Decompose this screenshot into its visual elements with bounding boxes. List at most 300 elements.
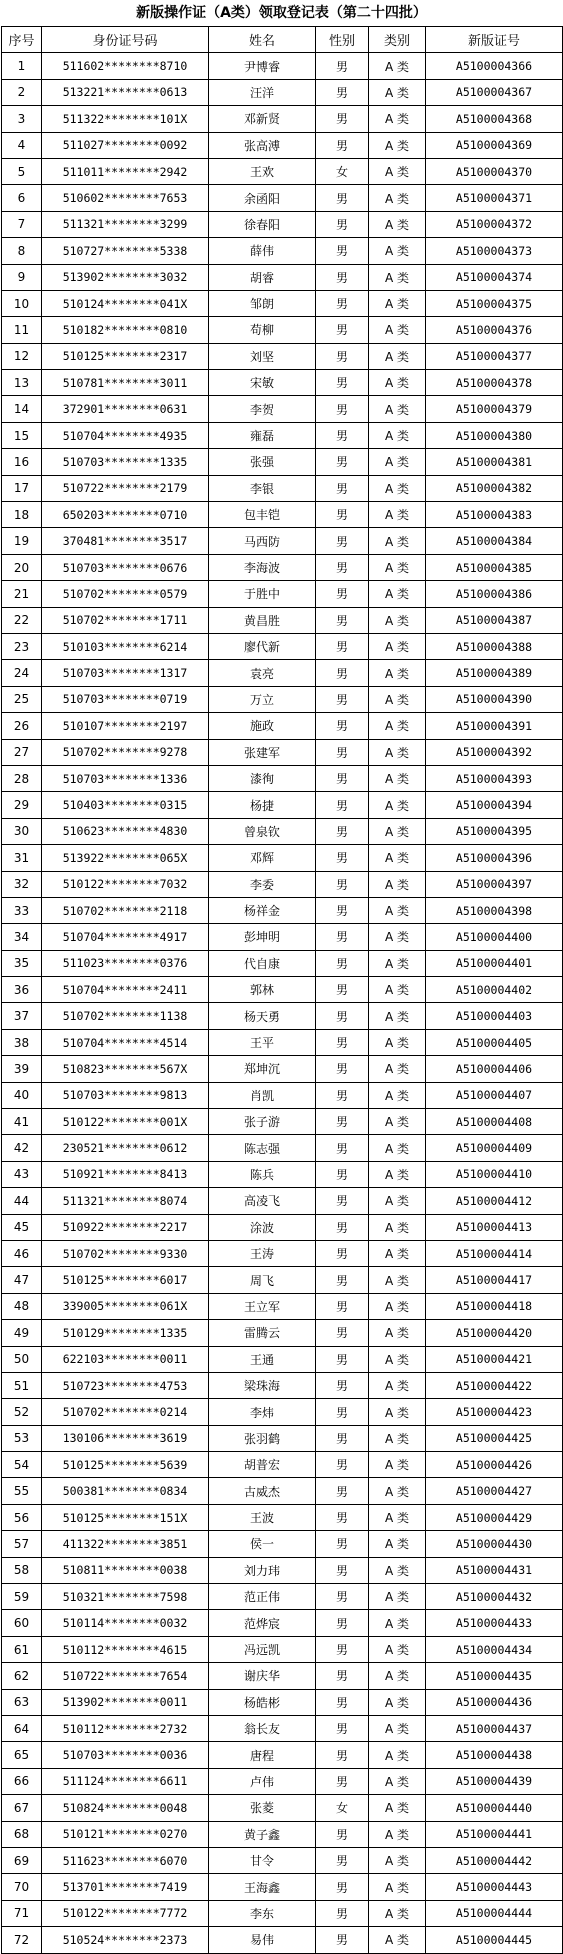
cell-gender: 男: [316, 818, 369, 844]
cell-category: A 类: [369, 1742, 426, 1768]
cell-gender: 男: [316, 1742, 369, 1768]
cell-id-number: 510781********3011: [42, 370, 209, 396]
cell-name: 李东: [209, 1900, 316, 1926]
cell-id-number: 510811********0038: [42, 1557, 209, 1583]
cell-name: 胡普宏: [209, 1452, 316, 1478]
cell-serial-no: 4: [2, 132, 42, 158]
cell-name: 代自康: [209, 950, 316, 976]
cell-name: 卢伟: [209, 1768, 316, 1794]
cell-serial-no: 56: [2, 1504, 42, 1530]
cell-serial-no: 70: [2, 1874, 42, 1900]
cell-serial-no: 60: [2, 1610, 42, 1636]
cell-gender: 男: [316, 1504, 369, 1530]
table-row: [2, 924, 563, 950]
cell-gender: 男: [316, 1821, 369, 1847]
cell-category: A 类: [369, 317, 426, 343]
cell-category: A 类: [369, 502, 426, 528]
cell-certificate-no: A5100004385: [426, 554, 563, 580]
table-row: [2, 765, 563, 791]
cell-id-number: 411322********3851: [42, 1531, 209, 1557]
cell-name: 李委: [209, 871, 316, 897]
cell-serial-no: 31: [2, 845, 42, 871]
cell-category: A 类: [369, 79, 426, 105]
cell-certificate-no: A5100004383: [426, 502, 563, 528]
cell-serial-no: 37: [2, 1003, 42, 1029]
cell-serial-no: 22: [2, 607, 42, 633]
cell-id-number: 510125********151X: [42, 1504, 209, 1530]
cell-serial-no: 34: [2, 924, 42, 950]
cell-serial-no: 23: [2, 633, 42, 659]
cell-certificate-no: A5100004422: [426, 1372, 563, 1398]
cell-certificate-no: A5100004379: [426, 396, 563, 422]
cell-certificate-no: A5100004371: [426, 185, 563, 211]
cell-certificate-no: A5100004381: [426, 449, 563, 475]
cell-serial-no: 61: [2, 1636, 42, 1662]
cell-gender: 男: [316, 1188, 369, 1214]
table-row: [2, 185, 563, 211]
cell-id-number: 513701********7419: [42, 1874, 209, 1900]
cell-certificate-no: A5100004418: [426, 1293, 563, 1319]
cell-certificate-no: A5100004438: [426, 1742, 563, 1768]
cell-name: 邓新贤: [209, 106, 316, 132]
cell-gender: 男: [316, 1557, 369, 1583]
cell-certificate-no: A5100004375: [426, 290, 563, 316]
cell-name: 涂波: [209, 1214, 316, 1240]
cell-serial-no: 54: [2, 1452, 42, 1478]
cell-id-number: 510125********6017: [42, 1267, 209, 1293]
cell-serial-no: 64: [2, 1716, 42, 1742]
cell-category: A 类: [369, 950, 426, 976]
cell-serial-no: 13: [2, 370, 42, 396]
cell-certificate-no: A5100004377: [426, 343, 563, 369]
cell-id-number: 510703********0036: [42, 1742, 209, 1768]
cell-serial-no: 46: [2, 1240, 42, 1266]
cell-serial-no: 29: [2, 792, 42, 818]
cell-gender: 男: [316, 554, 369, 580]
table-row: [2, 106, 563, 132]
cell-certificate-no: A5100004374: [426, 264, 563, 290]
table-row: [2, 528, 563, 554]
cell-name: 杨天勇: [209, 1003, 316, 1029]
cell-id-number: 510403********0315: [42, 792, 209, 818]
table-row: [2, 422, 563, 448]
cell-serial-no: 1: [2, 53, 42, 79]
cell-certificate-no: A5100004429: [426, 1504, 563, 1530]
cell-serial-no: 50: [2, 1346, 42, 1372]
cell-category: A 类: [369, 633, 426, 659]
cell-serial-no: 66: [2, 1768, 42, 1794]
table-row: [2, 1742, 563, 1768]
cell-certificate-no: A5100004437: [426, 1716, 563, 1742]
header-row: [2, 27, 563, 53]
cell-category: A 类: [369, 475, 426, 501]
cell-certificate-no: A5100004367: [426, 79, 563, 105]
cell-id-number: 510702********0214: [42, 1399, 209, 1425]
table-row: [2, 1003, 563, 1029]
cell-certificate-no: A5100004395: [426, 818, 563, 844]
cell-id-number: 230521********0612: [42, 1135, 209, 1161]
table-row: [2, 1056, 563, 1082]
cell-gender: 男: [316, 290, 369, 316]
cell-serial-no: 48: [2, 1293, 42, 1319]
cell-id-number: 510112********4615: [42, 1636, 209, 1662]
cell-name: 郑坤沉: [209, 1056, 316, 1082]
cell-serial-no: 21: [2, 581, 42, 607]
table-row: [2, 1109, 563, 1135]
table-row: [2, 264, 563, 290]
cell-id-number: 510824********0048: [42, 1795, 209, 1821]
table-row: [2, 317, 563, 343]
cell-serial-no: 5: [2, 158, 42, 184]
cell-serial-no: 32: [2, 871, 42, 897]
cell-id-number: 510703********1317: [42, 660, 209, 686]
table-row: [2, 132, 563, 158]
cell-serial-no: 19: [2, 528, 42, 554]
cell-name: 谢庆华: [209, 1663, 316, 1689]
cell-certificate-no: A5100004388: [426, 633, 563, 659]
cell-id-number: 513902********3032: [42, 264, 209, 290]
cell-category: A 类: [369, 1610, 426, 1636]
table-row: [2, 581, 563, 607]
cell-name: 张菱: [209, 1795, 316, 1821]
cell-category: A 类: [369, 1874, 426, 1900]
table-row: [2, 1768, 563, 1794]
table-row: [2, 686, 563, 712]
cell-name: 邹朗: [209, 290, 316, 316]
cell-category: A 类: [369, 264, 426, 290]
cell-id-number: 510122********7032: [42, 871, 209, 897]
cell-gender: 男: [316, 1663, 369, 1689]
cell-category: A 类: [369, 422, 426, 448]
cell-name: 侯一: [209, 1531, 316, 1557]
cell-name: 王涛: [209, 1240, 316, 1266]
cell-gender: 男: [316, 1003, 369, 1029]
cell-id-number: 510122********001X: [42, 1109, 209, 1135]
table-row: [2, 1504, 563, 1530]
table-row: [2, 1821, 563, 1847]
cell-name: 雍磊: [209, 422, 316, 448]
cell-certificate-no: A5100004396: [426, 845, 563, 871]
cell-serial-no: 53: [2, 1425, 42, 1451]
cell-category: A 类: [369, 158, 426, 184]
header-gender: 性别: [316, 27, 369, 53]
table-row: [2, 792, 563, 818]
cell-gender: 男: [316, 1847, 369, 1873]
cell-category: A 类: [369, 765, 426, 791]
cell-category: A 类: [369, 1821, 426, 1847]
cell-name: 宋敏: [209, 370, 316, 396]
cell-category: A 类: [369, 871, 426, 897]
cell-serial-no: 59: [2, 1584, 42, 1610]
cell-category: A 类: [369, 396, 426, 422]
cell-id-number: 510112********2732: [42, 1716, 209, 1742]
table-row: [2, 475, 563, 501]
cell-id-number: 510723********4753: [42, 1372, 209, 1398]
cell-id-number: 511023********0376: [42, 950, 209, 976]
cell-category: A 类: [369, 1214, 426, 1240]
cell-id-number: 510722********7654: [42, 1663, 209, 1689]
cell-name: 刘力玮: [209, 1557, 316, 1583]
cell-id-number: 513902********0011: [42, 1689, 209, 1715]
table-row: [2, 1795, 563, 1821]
cell-category: A 类: [369, 106, 426, 132]
cell-category: A 类: [369, 607, 426, 633]
cell-id-number: 510704********4935: [42, 422, 209, 448]
cell-name: 古威杰: [209, 1478, 316, 1504]
cell-id-number: 511011********2942: [42, 158, 209, 184]
cell-certificate-no: A5100004366: [426, 53, 563, 79]
cell-gender: 男: [316, 106, 369, 132]
cell-category: A 类: [369, 686, 426, 712]
cell-serial-no: 33: [2, 897, 42, 923]
cell-gender: 男: [316, 370, 369, 396]
cell-category: A 类: [369, 739, 426, 765]
cell-serial-no: 2: [2, 79, 42, 105]
cell-category: A 类: [369, 1267, 426, 1293]
cell-serial-no: 3: [2, 106, 42, 132]
table-row: [2, 1214, 563, 1240]
cell-gender: 男: [316, 1161, 369, 1187]
table-row: [2, 554, 563, 580]
cell-gender: 男: [316, 1029, 369, 1055]
cell-name: 马西防: [209, 528, 316, 554]
cell-id-number: 513221********0613: [42, 79, 209, 105]
cell-serial-no: 15: [2, 422, 42, 448]
cell-category: A 类: [369, 211, 426, 237]
cell-id-number: 510129********1335: [42, 1320, 209, 1346]
cell-category: A 类: [369, 132, 426, 158]
cell-name: 王海鑫: [209, 1874, 316, 1900]
cell-category: A 类: [369, 1716, 426, 1742]
cell-name: 王欢: [209, 158, 316, 184]
cell-serial-no: 68: [2, 1821, 42, 1847]
cell-gender: 男: [316, 1346, 369, 1372]
cell-name: 李贺: [209, 396, 316, 422]
cell-id-number: 510524********2373: [42, 1927, 209, 1953]
cell-gender: 男: [316, 871, 369, 897]
cell-certificate-no: A5100004403: [426, 1003, 563, 1029]
cell-serial-no: 18: [2, 502, 42, 528]
cell-id-number: 510702********1711: [42, 607, 209, 633]
cell-name: 邓辉: [209, 845, 316, 871]
cell-name: 王平: [209, 1029, 316, 1055]
table-row: [2, 290, 563, 316]
cell-name: 易伟: [209, 1927, 316, 1953]
table-row: [2, 1927, 563, 1953]
cell-id-number: 500381********0834: [42, 1478, 209, 1504]
cell-certificate-no: A5100004431: [426, 1557, 563, 1583]
table-row: [2, 1346, 563, 1372]
cell-id-number: 510103********6214: [42, 633, 209, 659]
table-row: [2, 713, 563, 739]
cell-category: A 类: [369, 1135, 426, 1161]
cell-name: 苟柳: [209, 317, 316, 343]
cell-id-number: 510182********0810: [42, 317, 209, 343]
cell-category: A 类: [369, 290, 426, 316]
cell-gender: 男: [316, 475, 369, 501]
cell-id-number: 511602********8710: [42, 53, 209, 79]
table-row: [2, 1372, 563, 1398]
cell-name: 袁亮: [209, 660, 316, 686]
cell-certificate-no: A5100004380: [426, 422, 563, 448]
cell-category: A 类: [369, 528, 426, 554]
cell-serial-no: 67: [2, 1795, 42, 1821]
cell-certificate-no: A5100004409: [426, 1135, 563, 1161]
cell-gender: 男: [316, 1452, 369, 1478]
cell-serial-no: 27: [2, 739, 42, 765]
cell-gender: 男: [316, 502, 369, 528]
cell-serial-no: 51: [2, 1372, 42, 1398]
cell-serial-no: 39: [2, 1056, 42, 1082]
cell-category: A 类: [369, 1584, 426, 1610]
cell-certificate-no: A5100004443: [426, 1874, 563, 1900]
table-row: [2, 1874, 563, 1900]
table-row: [2, 1320, 563, 1346]
cell-name: 李海波: [209, 554, 316, 580]
table-row: [2, 1847, 563, 1873]
cell-id-number: 510124********041X: [42, 290, 209, 316]
cell-name: 唐程: [209, 1742, 316, 1768]
cell-serial-no: 14: [2, 396, 42, 422]
cell-category: A 类: [369, 1663, 426, 1689]
cell-id-number: 510921********8413: [42, 1161, 209, 1187]
cell-name: 黄子鑫: [209, 1821, 316, 1847]
cell-id-number: 510703********1336: [42, 765, 209, 791]
cell-name: 李银: [209, 475, 316, 501]
cell-name: 甘令: [209, 1847, 316, 1873]
cell-certificate-no: A5100004392: [426, 739, 563, 765]
cell-name: 周飞: [209, 1267, 316, 1293]
cell-serial-no: 42: [2, 1135, 42, 1161]
cell-certificate-no: A5100004427: [426, 1478, 563, 1504]
table-row: [2, 1531, 563, 1557]
table-row: [2, 1399, 563, 1425]
cell-category: A 类: [369, 1109, 426, 1135]
cell-name: 汪洋: [209, 79, 316, 105]
cell-category: A 类: [369, 581, 426, 607]
table-row: [2, 1689, 563, 1715]
cell-category: A 类: [369, 660, 426, 686]
cell-certificate-no: A5100004390: [426, 686, 563, 712]
header-category: 类别: [369, 27, 426, 53]
cell-name: 李炜: [209, 1399, 316, 1425]
cell-gender: 男: [316, 79, 369, 105]
cell-serial-no: 35: [2, 950, 42, 976]
cell-category: A 类: [369, 1240, 426, 1266]
cell-name: 杨皓彬: [209, 1689, 316, 1715]
cell-gender: 男: [316, 1135, 369, 1161]
cell-name: 张子游: [209, 1109, 316, 1135]
header-serial-no: 序号: [2, 27, 42, 53]
cell-category: A 类: [369, 1636, 426, 1662]
cell-category: A 类: [369, 449, 426, 475]
cell-serial-no: 72: [2, 1927, 42, 1953]
table-row: [2, 739, 563, 765]
table-row: [2, 1425, 563, 1451]
cell-serial-no: 30: [2, 818, 42, 844]
cell-id-number: 510702********2118: [42, 897, 209, 923]
header-name: 姓名: [209, 27, 316, 53]
cell-name: 余函阳: [209, 185, 316, 211]
cell-certificate-no: A5100004382: [426, 475, 563, 501]
cell-certificate-no: A5100004376: [426, 317, 563, 343]
cell-category: A 类: [369, 1161, 426, 1187]
table-row: [2, 502, 563, 528]
cell-certificate-no: A5100004426: [426, 1452, 563, 1478]
cell-serial-no: 44: [2, 1188, 42, 1214]
cell-id-number: 650203********0710: [42, 502, 209, 528]
cell-gender: 男: [316, 1372, 369, 1398]
cell-id-number: 510722********2179: [42, 475, 209, 501]
cell-name: 翁长友: [209, 1716, 316, 1742]
cell-certificate-no: A5100004417: [426, 1267, 563, 1293]
cell-category: A 类: [369, 1900, 426, 1926]
cell-gender: 男: [316, 950, 369, 976]
table-row: [2, 871, 563, 897]
cell-id-number: 511321********8074: [42, 1188, 209, 1214]
cell-name: 高凌飞: [209, 1188, 316, 1214]
cell-name: 薛伟: [209, 238, 316, 264]
cell-category: A 类: [369, 1320, 426, 1346]
cell-name: 王立军: [209, 1293, 316, 1319]
cell-id-number: 510702********9278: [42, 739, 209, 765]
cell-id-number: 510122********7772: [42, 1900, 209, 1926]
table-row: [2, 1029, 563, 1055]
cell-serial-no: 71: [2, 1900, 42, 1926]
cell-name: 徐春阳: [209, 211, 316, 237]
cell-serial-no: 69: [2, 1847, 42, 1873]
cell-name: 黄昌胜: [209, 607, 316, 633]
cell-certificate-no: A5100004394: [426, 792, 563, 818]
cell-name: 张羽鹤: [209, 1425, 316, 1451]
cell-id-number: 510703********9813: [42, 1082, 209, 1108]
table-row: [2, 1161, 563, 1187]
table-row: [2, 660, 563, 686]
cell-certificate-no: A5100004439: [426, 1768, 563, 1794]
cell-gender: 女: [316, 158, 369, 184]
cell-id-number: 370481********3517: [42, 528, 209, 554]
cell-certificate-no: A5100004414: [426, 1240, 563, 1266]
cell-name: 漆徇: [209, 765, 316, 791]
cell-certificate-no: A5100004421: [426, 1346, 563, 1372]
cell-category: A 类: [369, 1452, 426, 1478]
cell-category: A 类: [369, 185, 426, 211]
cell-id-number: 511322********101X: [42, 106, 209, 132]
cell-gender: 男: [316, 607, 369, 633]
cell-certificate-no: A5100004401: [426, 950, 563, 976]
cell-serial-no: 20: [2, 554, 42, 580]
cell-gender: 男: [316, 1214, 369, 1240]
cell-id-number: 372901********0631: [42, 396, 209, 422]
cell-serial-no: 26: [2, 713, 42, 739]
cell-serial-no: 25: [2, 686, 42, 712]
cell-name: 胡睿: [209, 264, 316, 290]
cell-name: 雷腾云: [209, 1320, 316, 1346]
cell-gender: 男: [316, 422, 369, 448]
header-id-number: 身份证号码: [42, 27, 209, 53]
cell-serial-no: 40: [2, 1082, 42, 1108]
header-certificate-no: 新版证号: [426, 27, 563, 53]
cell-certificate-no: A5100004423: [426, 1399, 563, 1425]
cell-name: 肖凯: [209, 1082, 316, 1108]
cell-name: 陈志强: [209, 1135, 316, 1161]
cell-certificate-no: A5100004400: [426, 924, 563, 950]
cell-certificate-no: A5100004432: [426, 1584, 563, 1610]
table-row: [2, 845, 563, 871]
cell-id-number: 510703********1335: [42, 449, 209, 475]
cell-name: 梁珠海: [209, 1372, 316, 1398]
cell-name: 郭林: [209, 977, 316, 1003]
